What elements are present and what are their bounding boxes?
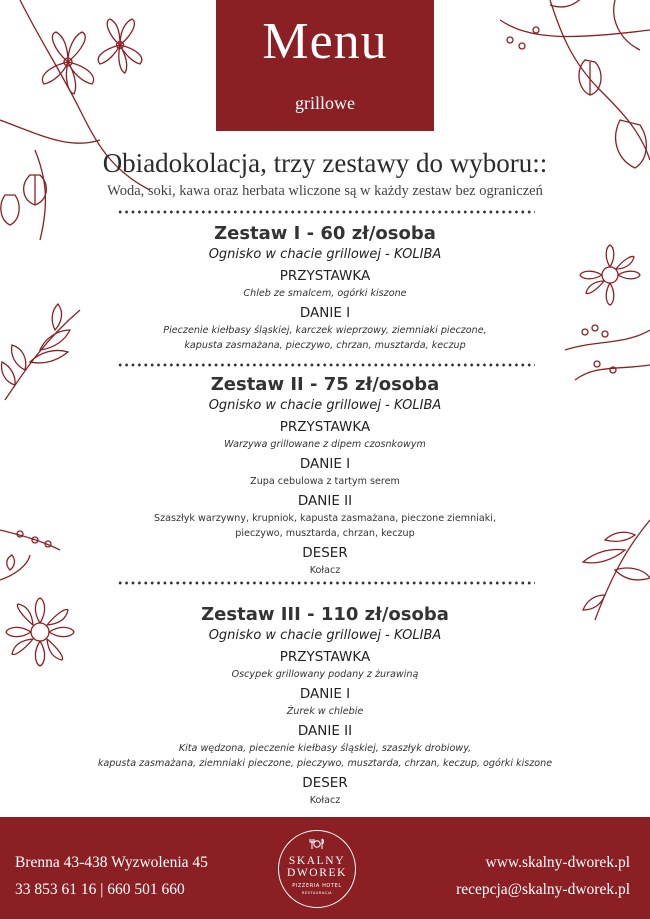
- course-label: PRZYSTAWKA: [279, 649, 371, 665]
- course-description: Kita wędzona, pieczenie kiełbasy śląskiej, szaszłyk drobiowy,: [178, 743, 472, 754]
- menu-set-3: [0, 603, 650, 808]
- set-title: Zestaw I - 60 zł/osoba: [214, 223, 436, 244]
- set-title: Zestaw III - 110 zł/osoba: [201, 604, 449, 625]
- course-label: DANIE II: [297, 723, 353, 739]
- course-description: Oscypek grillowany podany z żurawiną: [231, 669, 419, 680]
- dotted-divider: [117, 210, 535, 214]
- menu-title: Menu: [262, 13, 388, 70]
- logo-line-2: DWOREK: [286, 867, 348, 879]
- course-description: Warzywa grillowane z dipem czosnkowym: [224, 439, 426, 450]
- set-place: Ognisko w chacie grillowej - KOLIBA: [208, 628, 442, 643]
- set-title: Zestaw II - 75 zł/osoba: [210, 374, 440, 395]
- menu-set-1: [0, 222, 650, 353]
- course-description: kapusta zasmażana, ziemniaki pieczone, pieczywo, musztarda, chrzan, keczup, ogórki kiszone: [97, 758, 553, 769]
- logo-subtitle: PIZZERIA HOTEL: [292, 883, 342, 889]
- footer-bar: [0, 817, 650, 919]
- menu-header-banner: [216, 0, 434, 131]
- menu-subtitle: grillowe: [295, 93, 355, 113]
- logo-line-1: SKALNY: [288, 855, 346, 867]
- phone-separator: |: [100, 881, 104, 898]
- phone-1[interactable]: 33 853 61 16: [15, 881, 97, 898]
- footer-contact-left: [15, 849, 208, 903]
- dotted-divider: [117, 581, 535, 585]
- set-place: Ognisko w chacie grillowej - KOLIBA: [208, 247, 442, 262]
- website-link[interactable]: www.skalny-dworek.pl: [485, 854, 630, 871]
- dotted-divider: [117, 363, 535, 367]
- course-description: Chleb ze smalcem, ogórki kiszone: [243, 288, 407, 299]
- logo-wordmark: [279, 855, 355, 879]
- course-label: PRZYSTAWKA: [279, 268, 371, 284]
- course-label: DANIE I: [299, 456, 351, 472]
- course-label: DESER: [302, 545, 348, 561]
- phone-numbers: [15, 876, 208, 903]
- course-description: kapusta zasmażana, pieczywo, chrzan, musztarda, keczup: [184, 340, 466, 351]
- phone-2[interactable]: 660 501 660: [107, 881, 185, 898]
- intro-title: Obiadokolacja, trzy zestawy do wyboru::: [102, 148, 548, 178]
- logo-subtitle-2: RESTAURACJA: [301, 891, 333, 895]
- course-description: Kołacz: [309, 795, 341, 806]
- menu-set-2: [0, 373, 650, 578]
- skalny-dworek-logo: [278, 830, 356, 908]
- course-description: Pieczenie kiełbasy śląskiej, karczek wieprzowy, ziemniaki pieczone,: [163, 325, 487, 336]
- course-description: pieczywo, musztarda, chrzan, keczup: [235, 528, 415, 539]
- course-label: DANIE I: [299, 686, 351, 702]
- course-description: Zupa cebulowa z tartym serem: [250, 476, 400, 487]
- course-description: Kołacz: [309, 565, 341, 576]
- course-label: DANIE II: [297, 493, 353, 509]
- intro-note: Woda, soki, kawa oraz herbata wliczone są w każdy zestaw bez ograniczeń: [107, 183, 543, 199]
- email-link[interactable]: recepcja@skalny-dworek.pl: [456, 881, 630, 898]
- set-place: Ognisko w chacie grillowej - KOLIBA: [208, 398, 442, 413]
- address: Brenna 43-438 Wyzwolenia 45: [15, 854, 208, 871]
- course-description: Żurek w chlebie: [286, 706, 364, 717]
- course-label: DESER: [302, 775, 348, 791]
- course-label: DANIE I: [299, 305, 351, 321]
- course-description: Szaszłyk warzywny, krupniok, kapusta zasmażana, pieczone ziemniaki,: [153, 513, 497, 524]
- course-label: PRZYSTAWKA: [279, 419, 371, 435]
- cutlery-icon: [309, 838, 325, 850]
- footer-contact-right: [456, 849, 630, 903]
